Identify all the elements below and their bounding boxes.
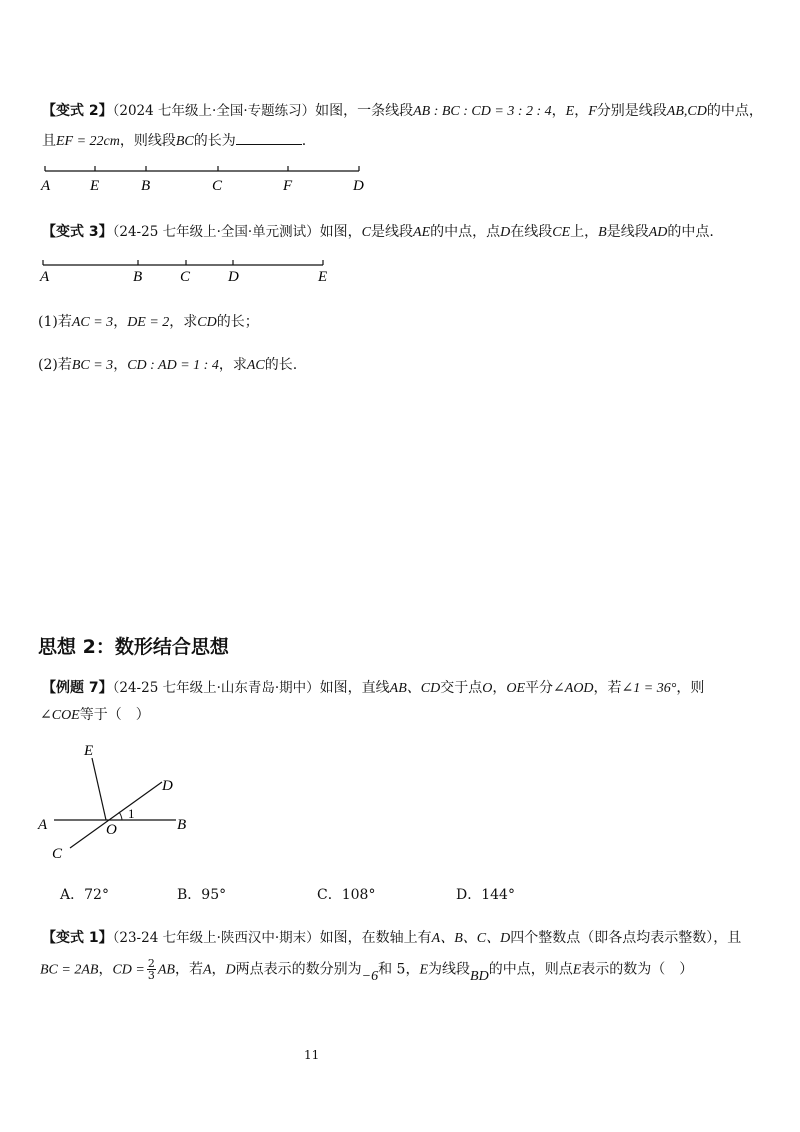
q2-seg: AD xyxy=(648,225,668,240)
q1-text: 的长为 xyxy=(193,133,236,149)
q3-point: O xyxy=(482,681,493,696)
q2-point: B xyxy=(598,225,607,240)
q2-text: ，求 xyxy=(169,314,198,330)
q3-angle1: ∠1 = 36° xyxy=(621,681,677,696)
q4-text: 四个整数点（即各点均表示整数），且 xyxy=(510,930,742,946)
q4-text: ， xyxy=(98,961,113,978)
q4-point: A xyxy=(202,962,212,978)
q3-text: 等于（ ） xyxy=(79,707,150,723)
q2-line1 xyxy=(42,220,714,241)
q2-point: D xyxy=(500,225,511,240)
q3-angle: ∠AOD xyxy=(553,681,594,696)
section-heading: 思想 2：数形结合思想 xyxy=(38,636,229,658)
page-number: 11 xyxy=(304,1048,320,1062)
q3-source: （24-25 七年级上·山东青岛·期中） xyxy=(112,680,320,696)
q1-ratio: AB : BC : CD = 3 : 2 : 4 xyxy=(413,104,552,119)
fraction-numerator: 2 xyxy=(147,957,155,970)
q1-text: ， xyxy=(551,103,566,119)
choice-letter: D． xyxy=(456,887,482,903)
q2-sub1 xyxy=(38,311,259,331)
q2-text: 是线段 xyxy=(606,224,649,240)
q3-tag: 【例题 7】 xyxy=(42,680,113,696)
q4-eq: BC = 2AB xyxy=(40,962,99,978)
q4-fraction xyxy=(147,958,156,981)
q1-text: . xyxy=(301,133,307,149)
q2-source: （24-25 七年级上·全国·单元测试） xyxy=(112,224,320,240)
q4-text: 表示的数为（ ） xyxy=(581,961,694,978)
q2-text: 在线段 xyxy=(510,224,553,240)
q1-text: 的中点， xyxy=(706,103,763,119)
choice-value: 72° xyxy=(84,887,109,903)
q2-text: (2)若 xyxy=(38,357,72,373)
q1-bc: BC xyxy=(175,134,194,149)
label-angle-1: 1 xyxy=(128,806,135,821)
label-b: B xyxy=(177,817,187,833)
q1-source: （2024 七年级上·全国·专题练习） xyxy=(112,103,316,119)
q1-label-e: E xyxy=(90,178,100,194)
q2-seg: AE xyxy=(413,225,431,240)
choice-letter: C． xyxy=(317,887,342,903)
q4-tag: 【变式 1】 xyxy=(42,930,113,946)
q1-text: 且 xyxy=(42,133,56,149)
q1-segment-figure xyxy=(40,162,380,202)
q4-source: （23-24 七年级上·陕西汉中·期末） xyxy=(112,930,320,946)
q2-sub2 xyxy=(38,354,297,374)
q2-eq: CD : AD = 1 : 4 xyxy=(127,358,219,373)
q1-label-b: B xyxy=(141,178,151,194)
q4-text: 两点表示的数分别为 xyxy=(235,961,362,978)
q3-angle-coe: ∠COE xyxy=(40,708,80,723)
q2-text: 的长； xyxy=(216,314,259,330)
q2-eq: DE = 2 xyxy=(127,315,170,330)
q1-text: 分别是线段 xyxy=(596,103,667,119)
q4-line1 xyxy=(42,926,741,947)
q2-text: 是线段 xyxy=(371,224,414,240)
q3-angle-figure xyxy=(34,740,234,870)
q4-point: E xyxy=(572,962,582,978)
q1-label-d: D xyxy=(353,178,364,194)
choice-value: 95° xyxy=(201,887,227,903)
q2-text: ， xyxy=(113,357,128,373)
choice-letter: B． xyxy=(177,887,202,903)
q1-label-c: C xyxy=(212,178,223,194)
choice-d[interactable] xyxy=(456,884,515,904)
q3-text: ， xyxy=(492,680,507,696)
q1-point-e: E xyxy=(565,104,575,119)
q4-text: 和 5， xyxy=(378,961,420,978)
q2-text: 的中点. xyxy=(667,224,714,240)
q3-text: 平分 xyxy=(525,680,554,696)
q3-line1 xyxy=(42,676,704,697)
q3-text: 如图，直线 xyxy=(319,680,390,696)
q2-text: (1)若 xyxy=(38,314,72,330)
q2-label-d: D xyxy=(228,269,239,285)
label-o: O xyxy=(106,822,117,838)
q4-text: 如图，在数轴上有 xyxy=(319,930,432,946)
q4-text: 的中点，则点 xyxy=(488,961,573,978)
q1-line2 xyxy=(42,130,306,150)
q1-point-f: F xyxy=(588,104,597,119)
q4-text: ，若 xyxy=(174,961,203,978)
q2-eq: AC = 3 xyxy=(71,315,114,330)
q4-seg: BD xyxy=(470,968,489,984)
q4-text: ， xyxy=(211,961,226,978)
q2-tag: 【变式 3】 xyxy=(42,224,113,240)
q2-label-b: B xyxy=(133,269,143,285)
q2-label-e: E xyxy=(318,269,328,285)
q1-line1 xyxy=(42,99,763,120)
label-e: E xyxy=(84,743,94,759)
q2-text: ， xyxy=(113,314,128,330)
q2-point: C xyxy=(361,225,372,240)
q4-number: −6 xyxy=(361,968,379,984)
choice-letter: A． xyxy=(60,887,85,903)
q2-text: 如图， xyxy=(319,224,362,240)
q3-text: ，若 xyxy=(593,680,622,696)
q1-label-f: F xyxy=(283,178,293,194)
q2-text: 的长. xyxy=(264,357,298,373)
q4-text: 为线段 xyxy=(428,961,471,978)
q2-text: ，求 xyxy=(218,357,247,373)
q1-text: 如图，一条线段 xyxy=(315,103,414,119)
angle-1-arc xyxy=(119,812,122,820)
q2-seg: CE xyxy=(552,225,571,240)
q4-points: A、B、C、D xyxy=(431,931,511,946)
choice-c[interactable] xyxy=(317,884,375,904)
choice-value: 108° xyxy=(341,887,376,903)
q3-lines: AB、CD xyxy=(389,681,441,696)
label-d: D xyxy=(162,778,173,794)
q2-label-a: A xyxy=(40,269,50,285)
q2-seg: CD xyxy=(197,315,217,330)
q2-text: 上， xyxy=(570,224,599,240)
q3-ray: OE xyxy=(506,681,526,696)
q1-text: ，则线段 xyxy=(119,133,176,149)
q1-ef-equation: EF = 22cm xyxy=(56,134,120,149)
q1-text: ， xyxy=(574,103,589,119)
ray-oe xyxy=(92,758,106,820)
q4-point: E xyxy=(419,962,429,978)
q2-label-c: C xyxy=(180,269,191,285)
fraction-denominator: 3 xyxy=(147,969,155,982)
answer-blank[interactable] xyxy=(236,132,302,145)
q4-seg: AB xyxy=(157,962,175,978)
choice-b[interactable] xyxy=(177,884,226,904)
q4-point: D xyxy=(225,962,236,978)
q2-eq: BC = 3 xyxy=(71,358,114,373)
q1-segments: AB,CD xyxy=(666,104,707,119)
label-c: C xyxy=(52,846,63,862)
q2-text: 的中点，点 xyxy=(430,224,501,240)
choice-value: 144° xyxy=(481,887,515,903)
label-a: A xyxy=(38,817,48,833)
q3-text: 交于点 xyxy=(440,680,483,696)
q2-segment-figure xyxy=(40,257,340,297)
q3-line2 xyxy=(40,704,150,724)
q1-label-a: A xyxy=(41,178,51,194)
q3-text: ，则 xyxy=(676,680,705,696)
q4-eq: CD = xyxy=(112,962,145,978)
q4-line2 xyxy=(40,957,694,984)
q1-tag: 【变式 2】 xyxy=(42,103,113,119)
line-cd xyxy=(70,782,162,848)
q2-seg: AC xyxy=(246,358,265,373)
choice-a[interactable] xyxy=(60,884,109,904)
